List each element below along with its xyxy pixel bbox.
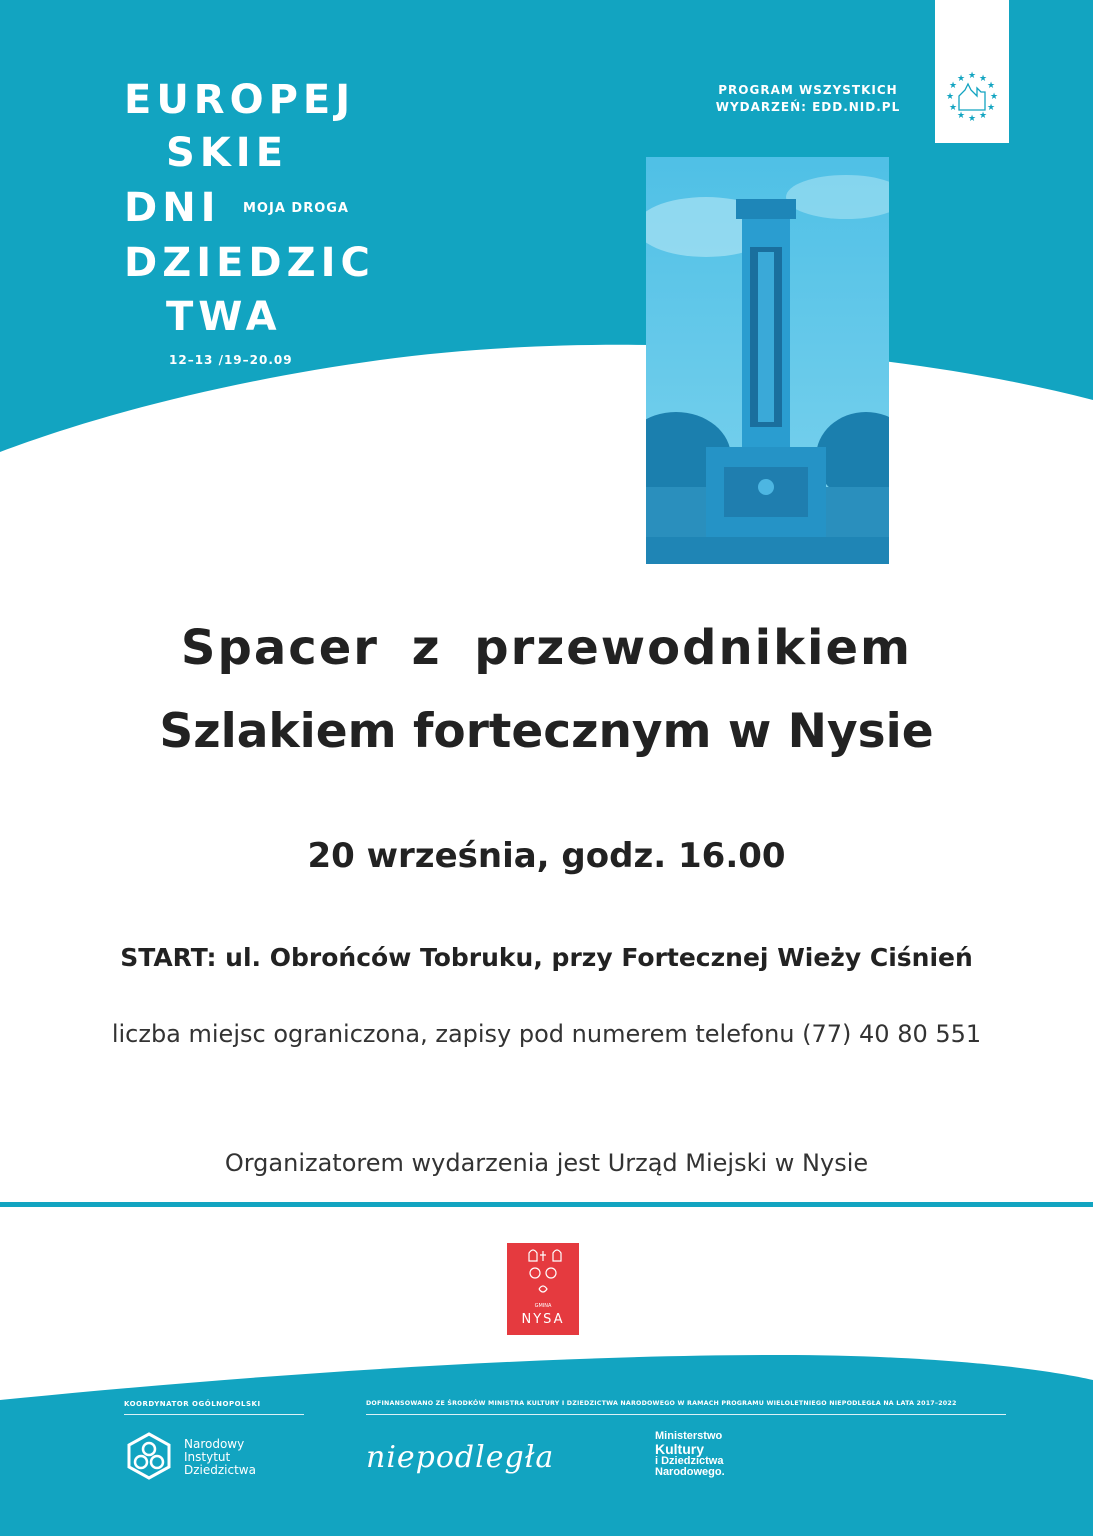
svg-text:★: ★ (987, 103, 996, 113)
divider-line (0, 1202, 1093, 1207)
svg-text:★: ★ (949, 103, 958, 113)
nid-line-2: Instytut (184, 1450, 231, 1464)
nid-name (184, 1438, 256, 1477)
event-start-location: START: ul. Obrońców Tobruku, przy Fortecznej Wieży Ciśnień (120, 943, 973, 972)
logo-line-1: EUROPEJ (124, 77, 356, 123)
svg-text:★: ★ (946, 92, 955, 102)
logo-line-3: DNI (124, 185, 221, 231)
event-title-line-2: Szlakiem fortecznym w Nysie (159, 704, 934, 759)
nysa-name-text: NYSA (521, 1312, 565, 1327)
ministry-line-1: Ministerstwo (655, 1430, 723, 1442)
event-title-line-1: Spacer z przewodnikiem (180, 620, 913, 676)
nysa-gmina-text: GMINA (534, 1303, 552, 1309)
nid-logo-icon (124, 1432, 174, 1480)
program-line-2: WYDARZEŃ: EDD.NID.PL (715, 100, 901, 114)
nysa-logo (507, 1243, 579, 1335)
svg-text:★: ★ (957, 74, 966, 84)
coordinator-rule (124, 1414, 304, 1415)
ministry-logo (655, 1431, 725, 1478)
nid-line-3: Dziedzictwa (184, 1463, 256, 1477)
svg-text:★: ★ (957, 111, 966, 121)
svg-text:★: ★ (968, 114, 977, 124)
svg-text:★: ★ (949, 81, 958, 91)
svg-text:★: ★ (979, 74, 988, 84)
logo-dates: 12–13 /19–20.09 (169, 353, 293, 367)
svg-text:★: ★ (968, 71, 977, 81)
svg-text:★: ★ (990, 92, 999, 102)
niepodlegla-logo: niepodległa (366, 1440, 555, 1475)
ministry-line-2: Kultury (655, 1441, 704, 1457)
event-registration-info: liczba miejsc ograniczona, zapisy pod numerem telefonu (77) 40 80 551 (111, 1020, 982, 1048)
nid-line-1: Narodowy (184, 1437, 245, 1451)
stars-circle-icon (935, 0, 1009, 143)
program-text (690, 82, 926, 116)
svg-text:★: ★ (987, 81, 996, 91)
logo-subtitle: MOJA DROGA (243, 201, 349, 216)
svg-text:★: ★ (979, 111, 988, 121)
logo-line-5: TWA (166, 294, 282, 340)
coordinator-label: KOORDYNATOR OGÓLNOPOLSKI (124, 1400, 261, 1408)
funding-label: DOFINANSOWANO ZE ŚRODKÓW MINISTRA KULTURY I DZIEDZICTWA NARODOWEGO W RAMACH PROGRAMU WIELOLETNIEGO NIEPODLEGŁA NA LATA 2017–2022 (366, 1400, 957, 1407)
ministry-line-4: Narodowego. (655, 1466, 725, 1478)
ministry-line-3: i Dziedzictwa (655, 1455, 724, 1467)
funding-rule (366, 1414, 1006, 1415)
logo-line-2: SKIE (166, 130, 289, 176)
nysa-crest-icon (507, 1243, 579, 1335)
logo-line-4: DZIEDZIC (124, 240, 375, 286)
event-date-time: 20 września, godz. 16.00 (307, 836, 786, 876)
program-line-1: PROGRAM WSZYSTKICH (718, 83, 898, 97)
event-organizer: Organizatorem wydarzenia jest Urząd Miejski w Nysie (224, 1149, 869, 1177)
edd-emblem (935, 0, 1009, 143)
water-tower-image (646, 157, 889, 564)
